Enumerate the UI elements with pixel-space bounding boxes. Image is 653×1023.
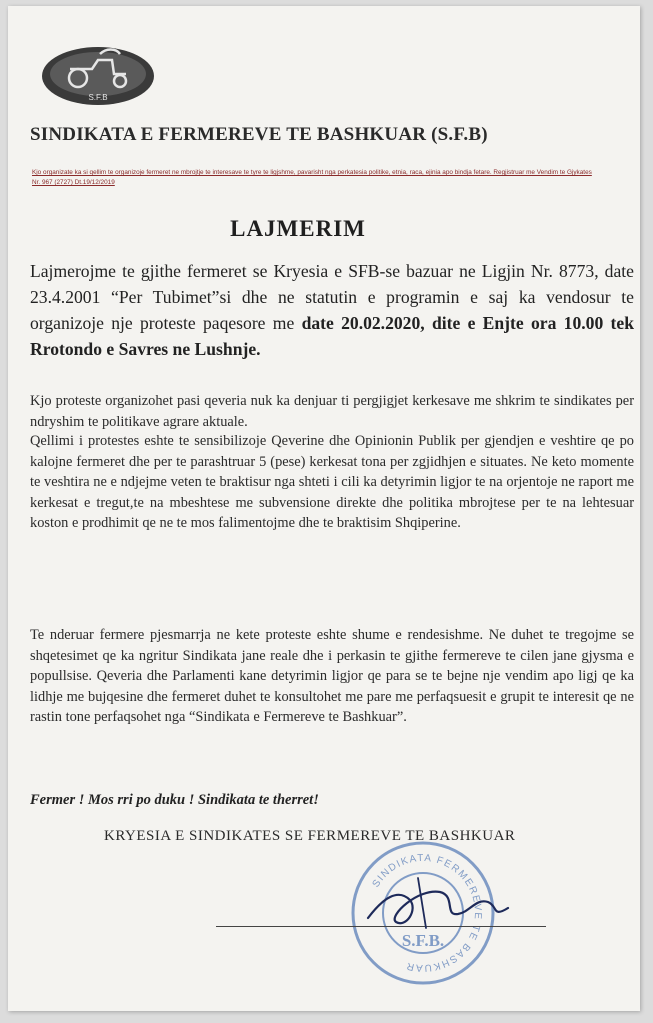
document-title: LAJMERIM xyxy=(230,216,366,241)
organization-registration-note: Kjo organizate ka si qellim te organizoje fermeret ne mbrojtje te interesave te tyre te ligjshme, pavarisht nga perkatesia politike, etnia, raca, ejinia apo bindja fetare. Regjistruar me Vendim te Gjykates Nr. 967 (2727) Dt.19/12/2019 xyxy=(32,169,592,186)
document-page xyxy=(8,6,640,1011)
stamp-ring-text: SINDIKATA FERMEREVE TE BASHKUAR xyxy=(370,852,484,974)
protest-date-location: date 20.02.2020, dite e Enjte ora 10.00 tek Rrotondo e Savres ne Lushnje. xyxy=(30,313,634,359)
slogan: Fermer ! Mos rri po duku ! Sindikata te therret! xyxy=(30,792,319,808)
logo-text: S.F.B xyxy=(88,93,108,102)
stamp-center-text: S.F.B. xyxy=(401,931,445,950)
intro-text: Lajmerojme te gjithe fermeret se Kryesia e SFB-se bazuar ne Ligjin Nr. 8773, date 23.4.2001 “Per Tubimet”si dhe ne statutin e programin e saj ka vendosur te organizoje nje proteste paqesore me xyxy=(30,261,634,333)
signatory-line: KRYESIA E SINDIKATES SE FERMEREVE TE BASHKUAR xyxy=(104,828,516,844)
paragraph-reason: Kjo proteste organizohet pasi qeveria nuk ka denjuar ti pergjigjet kerkesave me shkrim te sindikates per ndryshim te politikave agrare aktuale. xyxy=(30,393,634,430)
paragraph-purpose: Qellimi i protestes eshte te sensibilizoje Qeverine dhe Opinionin Publik per gjendjen e veshtire qe po kalojne fermeret dhe per te parashtruar 5 (pese) kerkesat tona per zgjidhjen e situates. Ne keto momente te veshtira ne e ndjejme veten te braktisur nga shteti i cili ka detyrimin ligjor te na orjentoje ne raport me kerkesat e tregut,te na mbeshtese me subvensione direkte dhe politika mbrojtese per te na lehtesuar koston e prodhimit qe ne te mos falimentojme dhe te braktisim Shqiperine. xyxy=(30,433,634,532)
handwritten-signature xyxy=(348,858,518,948)
tractor-logo-icon xyxy=(40,44,156,108)
organization-name: SINDIKATA E FERMEREVE TE BASHKUAR (S.F.B) xyxy=(30,124,488,145)
announcement-intro xyxy=(30,258,634,362)
paragraph-appeal: Te nderuar fermere pjesmarrja ne kete proteste eshte shume e rendesishme. Ne duhet te tregojme se shqetesimet qe ka ngritur Sindikata jane reale dhe i perkasin te gjithe fermereve te cilen jane gjysma e popullsise. Qeveria dhe Parlamenti kane detyrimin ligjor qe para se te bejne nje vendim apo ligj qe ka lidhje me bujqesine dhe fermeret duhet te konsultohet me pare me perfaqsuesit e grupit te interesit qe ne rastin tone perfaqsohet nga “Sindikata e Fermereve te Bashkuar”. xyxy=(30,627,634,726)
